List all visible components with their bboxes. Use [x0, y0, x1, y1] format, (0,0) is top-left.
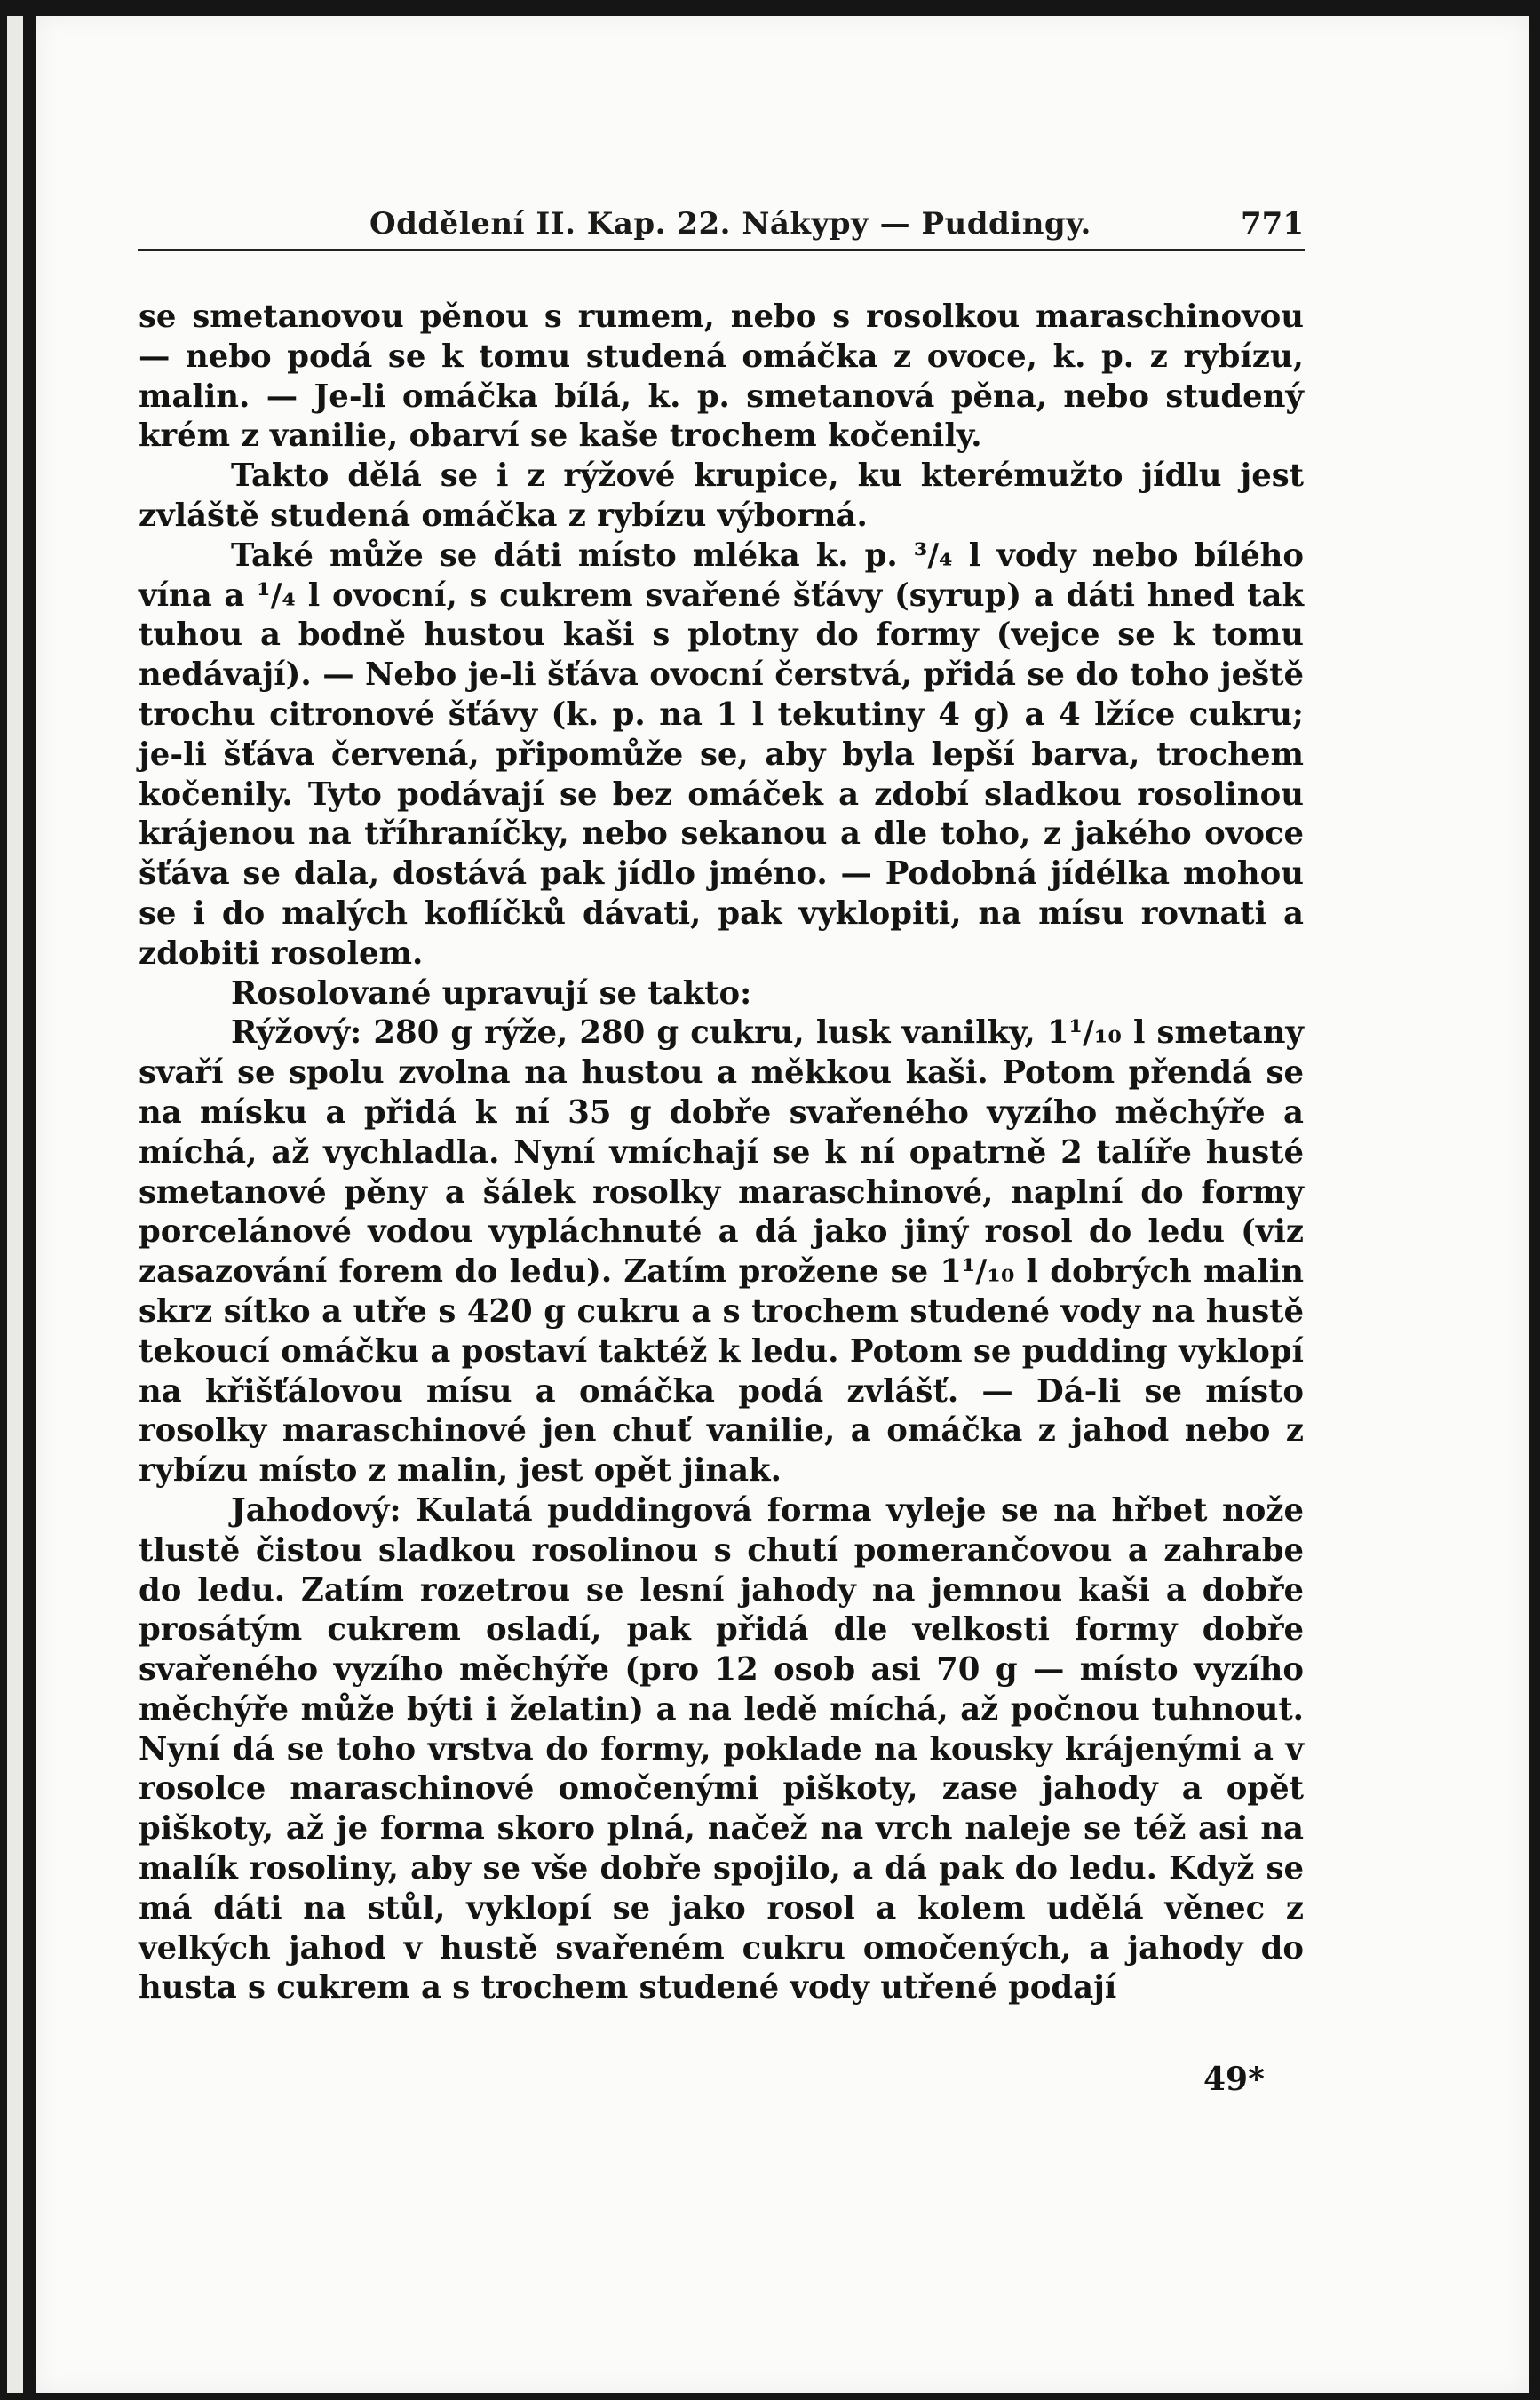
running-header: [139, 206, 1304, 242]
body-text: [139, 298, 1304, 2008]
header-title: Oddělení II. Kap. 22. Nákypy — Puddingy.: [369, 206, 1091, 242]
paragraph-milk-substitute: Také může se dáti místo mléka k. p. ³/₄ l vody nebo bílého vína a ¹/₄ l ovocní, s cukrem svařené šťávy (syrup) a dáti hned tak tuhou a bodně hustou kaši s plotny do formy (vejce se k tomu nedávají). — Nebo je-li šťáva ovocní čerstvá, přidá se do toho ještě trochu citronové šťávy (k. p. na 1 l tekutiny 4 g) a 4 lžíce cukru; je-li šťáva červená, připomůže se, aby byla lepší barva, trochem kočenily. Tyto podávají se bez omáček a zdobí sladkou rosolinou krájenou na tříhraníčky, nebo sekanou a dle toho, z jakého ovoce šťáva se dala, dostává pak jídlo jméno. — Podobná jídélka mohou se i do malých koflíčků dávati, pak vyklopiti, na mísu rovnati a zdobiti rosolem.: [139, 536, 1304, 972]
signature-mark: 49*: [1203, 2061, 1265, 2098]
paragraph-continuation: se smetanovou pěnou s rumem, nebo s rosolkou maraschinovou — nebo podá se k tomu studená omáčka z ovoce, k. p. z rybízu, malin. — Je-li omáčka bílá, k. p. smetanová pěna, nebo studený krém z vanilie, obarví se kaše trochem kočenily.: [139, 298, 1304, 455]
header-rule: [138, 249, 1305, 251]
paragraph-rice-pudding: Rýžový: 280 g rýže, 280 g cukru, lusk vanilky, 1¹/₁₀ l smetany svaří se spolu zvolna na hustou a měkkou kaši. Potom přendá se na mísku a přidá k ní 35 g dobře svařeného vyzího měchýře a míchá, až vychladla. Nyní vmíchají se k ní opatrně 2 talíře husté smetanové pěny a šálek rosolky maraschinové, naplní do formy porcelánové vodou vypláchnuté a dá jako jiný rosol do ledu (viz zasazování forem do ledu). Zatím prožene se 1¹/₁₀ l dobrých malin skrz sítko a utře s 420 g cukru a s trochem studené vody na hustě tekoucí omáčku a postaví taktéž k ledu. Potom se pudding vyklopí na křišťálovou mísu a omáčka podá zvlášť. — Dá-li se místo rosolky maraschinové jen chuť vanilie, a omáčka z jahod nebo z rybízu místo z malin, jest opět jinak.: [139, 1014, 1304, 1490]
paragraph-strawberry-pudding: Jahodový: Kulatá puddingová forma vyleje se na hřbet nože tlustě čistou sladkou rosolinou s chutí pomerančovou a zahrabe do ledu. Zatím rozetrou se lesní jahody na jemnou kaši a dobře prosátým cukrem osladí, pak přidá dle velkosti formy dobře svařeného vyzího měchýře (pro 12 osob asi 70 g — místo vyzího měchýře může býti i želatin) a na ledě míchá, až počnou tuhnout. Nyní dá se toho vrstva do formy, poklade na kousky krájenými a v rosolce maraschinové omočenými piškoty, zase jahody a opět piškoty, až je forma skoro plná, načež na vrch naleje se též asi na malík rosoliny, aby se vše dobře spojilo, a dá pak do ledu. Když se má dáti na stůl, vyklopí se jako rosol a kolem udělá věnec z velkých jahod v hustě svařeném cukru omočených, a jahody do husta s cukrem a s trochem studené vody utřené podají: [139, 1491, 1304, 2007]
page-number: 771: [1241, 206, 1304, 242]
paragraph-jellied-intro: Rosolované upravují se takto:: [231, 974, 752, 1012]
paragraph-rice-semolina: Takto dělá se i z rýžové krupice, ku kterémužto jídlu jest zvláště studená omáčka z rybízu výborná.: [139, 457, 1304, 534]
page-edge: [7, 16, 23, 2393]
